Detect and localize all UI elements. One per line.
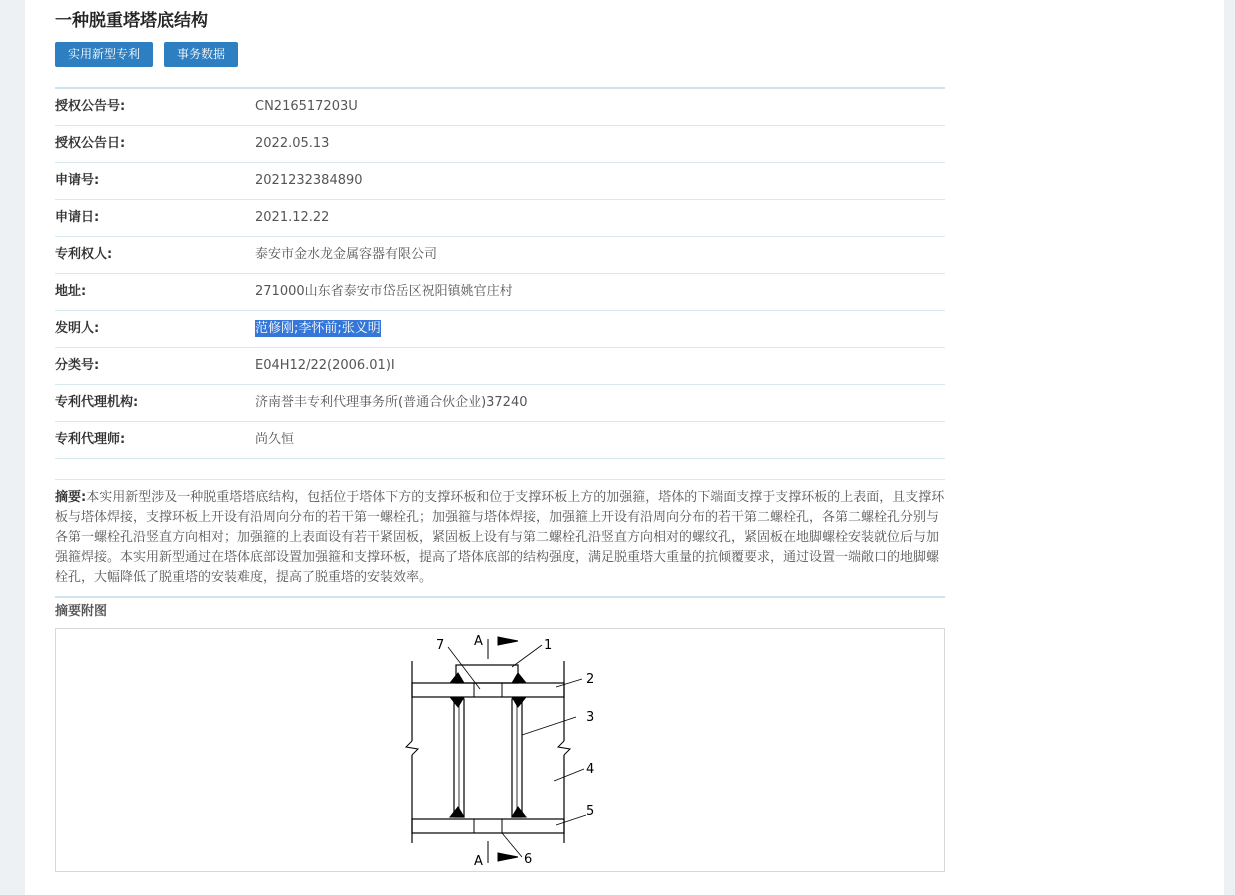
field-label: 专利权人:: [55, 247, 113, 262]
info-row: [55, 385, 945, 422]
abstract-label: 摘要:: [55, 490, 87, 505]
patent-title: 一种脱重塔塔底结构: [55, 11, 208, 31]
callout-3: 3: [586, 710, 595, 725]
field-value: 2022.05.13: [255, 136, 330, 151]
field-value: E04H12/22(2006.01)I: [255, 358, 395, 373]
field-value: 2021232384890: [255, 173, 363, 188]
field-value-selected[interactable]: [255, 311, 381, 347]
abstract-block: [55, 488, 945, 598]
callout-5: 5: [586, 804, 595, 819]
field-label: 授权公告日:: [55, 136, 126, 151]
tag-utility-model-button[interactable]: 实用新型专利: [55, 42, 153, 67]
figure-title: 摘要附图: [55, 604, 108, 619]
field-label: 申请日:: [55, 210, 100, 225]
field-value: 济南誉丰专利代理事务所(普通合伙企业)37240: [255, 395, 528, 410]
info-row: [55, 311, 945, 348]
field-value: 泰安市金水龙金属容器有限公司: [255, 247, 438, 262]
selected-text: 范修刚;李怀前;张义明: [255, 321, 381, 336]
info-row: [55, 237, 945, 274]
callout-2: 2: [586, 672, 595, 687]
field-value: 2021.12.22: [255, 210, 330, 225]
abstract-text: 本实用新型涉及一种脱重塔塔底结构，包括位于塔体下方的支撑环板和位于支撑环板上方的加强箍，塔体的下端面支撑于支撑环板的上表面，且支撑环板与塔体焊接，支撑环板上开设有沿周向分布的若干第一螺栓孔；加强箍与塔体焊接，加强箍上开设有沿周向分布的若干第二螺栓孔，各第二螺栓孔分别与各第一螺栓孔沿竖直方向相对；加强箍的上表面设有若干紧固板，紧固板上设有与第二螺栓孔沿竖直方向相对的螺纹孔，紧固板在地脚螺栓安装就位后与加强箍焊接。本实用新型通过在塔体底部设置加强箍和支撑环板，提高了塔体底部的结构强度，满足脱重塔大重量的抗倾覆要求，通过设置一端敞口的地脚螺栓孔，大幅降低了脱重塔的安装难度，提高了脱重塔的安装效率。: [55, 490, 945, 585]
divider: [55, 459, 945, 480]
tag-bar: [55, 42, 238, 67]
field-label: 发明人:: [55, 321, 100, 336]
info-row: [55, 89, 945, 126]
field-label: 授权公告号:: [55, 99, 126, 114]
info-row: [55, 163, 945, 200]
info-row: [55, 126, 945, 163]
right-margin: [1224, 0, 1235, 895]
field-label: 专利代理机构:: [55, 395, 139, 410]
field-label: 地址:: [55, 284, 87, 299]
info-table: [55, 87, 945, 480]
callout-4: 4: [586, 762, 595, 777]
field-label: 分类号:: [55, 358, 100, 373]
tag-transaction-data-button[interactable]: 事务数据: [164, 42, 238, 67]
field-value: 271000山东省泰安市岱岳区祝阳镇姚官庄村: [255, 284, 513, 299]
info-row: [55, 200, 945, 237]
info-row: [55, 422, 945, 459]
info-row: [55, 274, 945, 311]
page-panel: [25, 0, 1224, 895]
technical-drawing: [56, 629, 944, 871]
callout-6: 6: [524, 852, 533, 867]
info-row: [55, 348, 945, 385]
field-label: 申请号:: [55, 173, 100, 188]
abstract-drawing: [55, 628, 945, 872]
callout-1: 1: [544, 638, 553, 653]
field-label: 专利代理师:: [55, 432, 126, 447]
field-value: CN216517203U: [255, 99, 358, 114]
field-value: 尚久恒: [255, 432, 295, 447]
section-label-top: A: [474, 634, 483, 649]
callout-7: 7: [436, 638, 445, 653]
section-label-bottom: A: [474, 854, 483, 869]
